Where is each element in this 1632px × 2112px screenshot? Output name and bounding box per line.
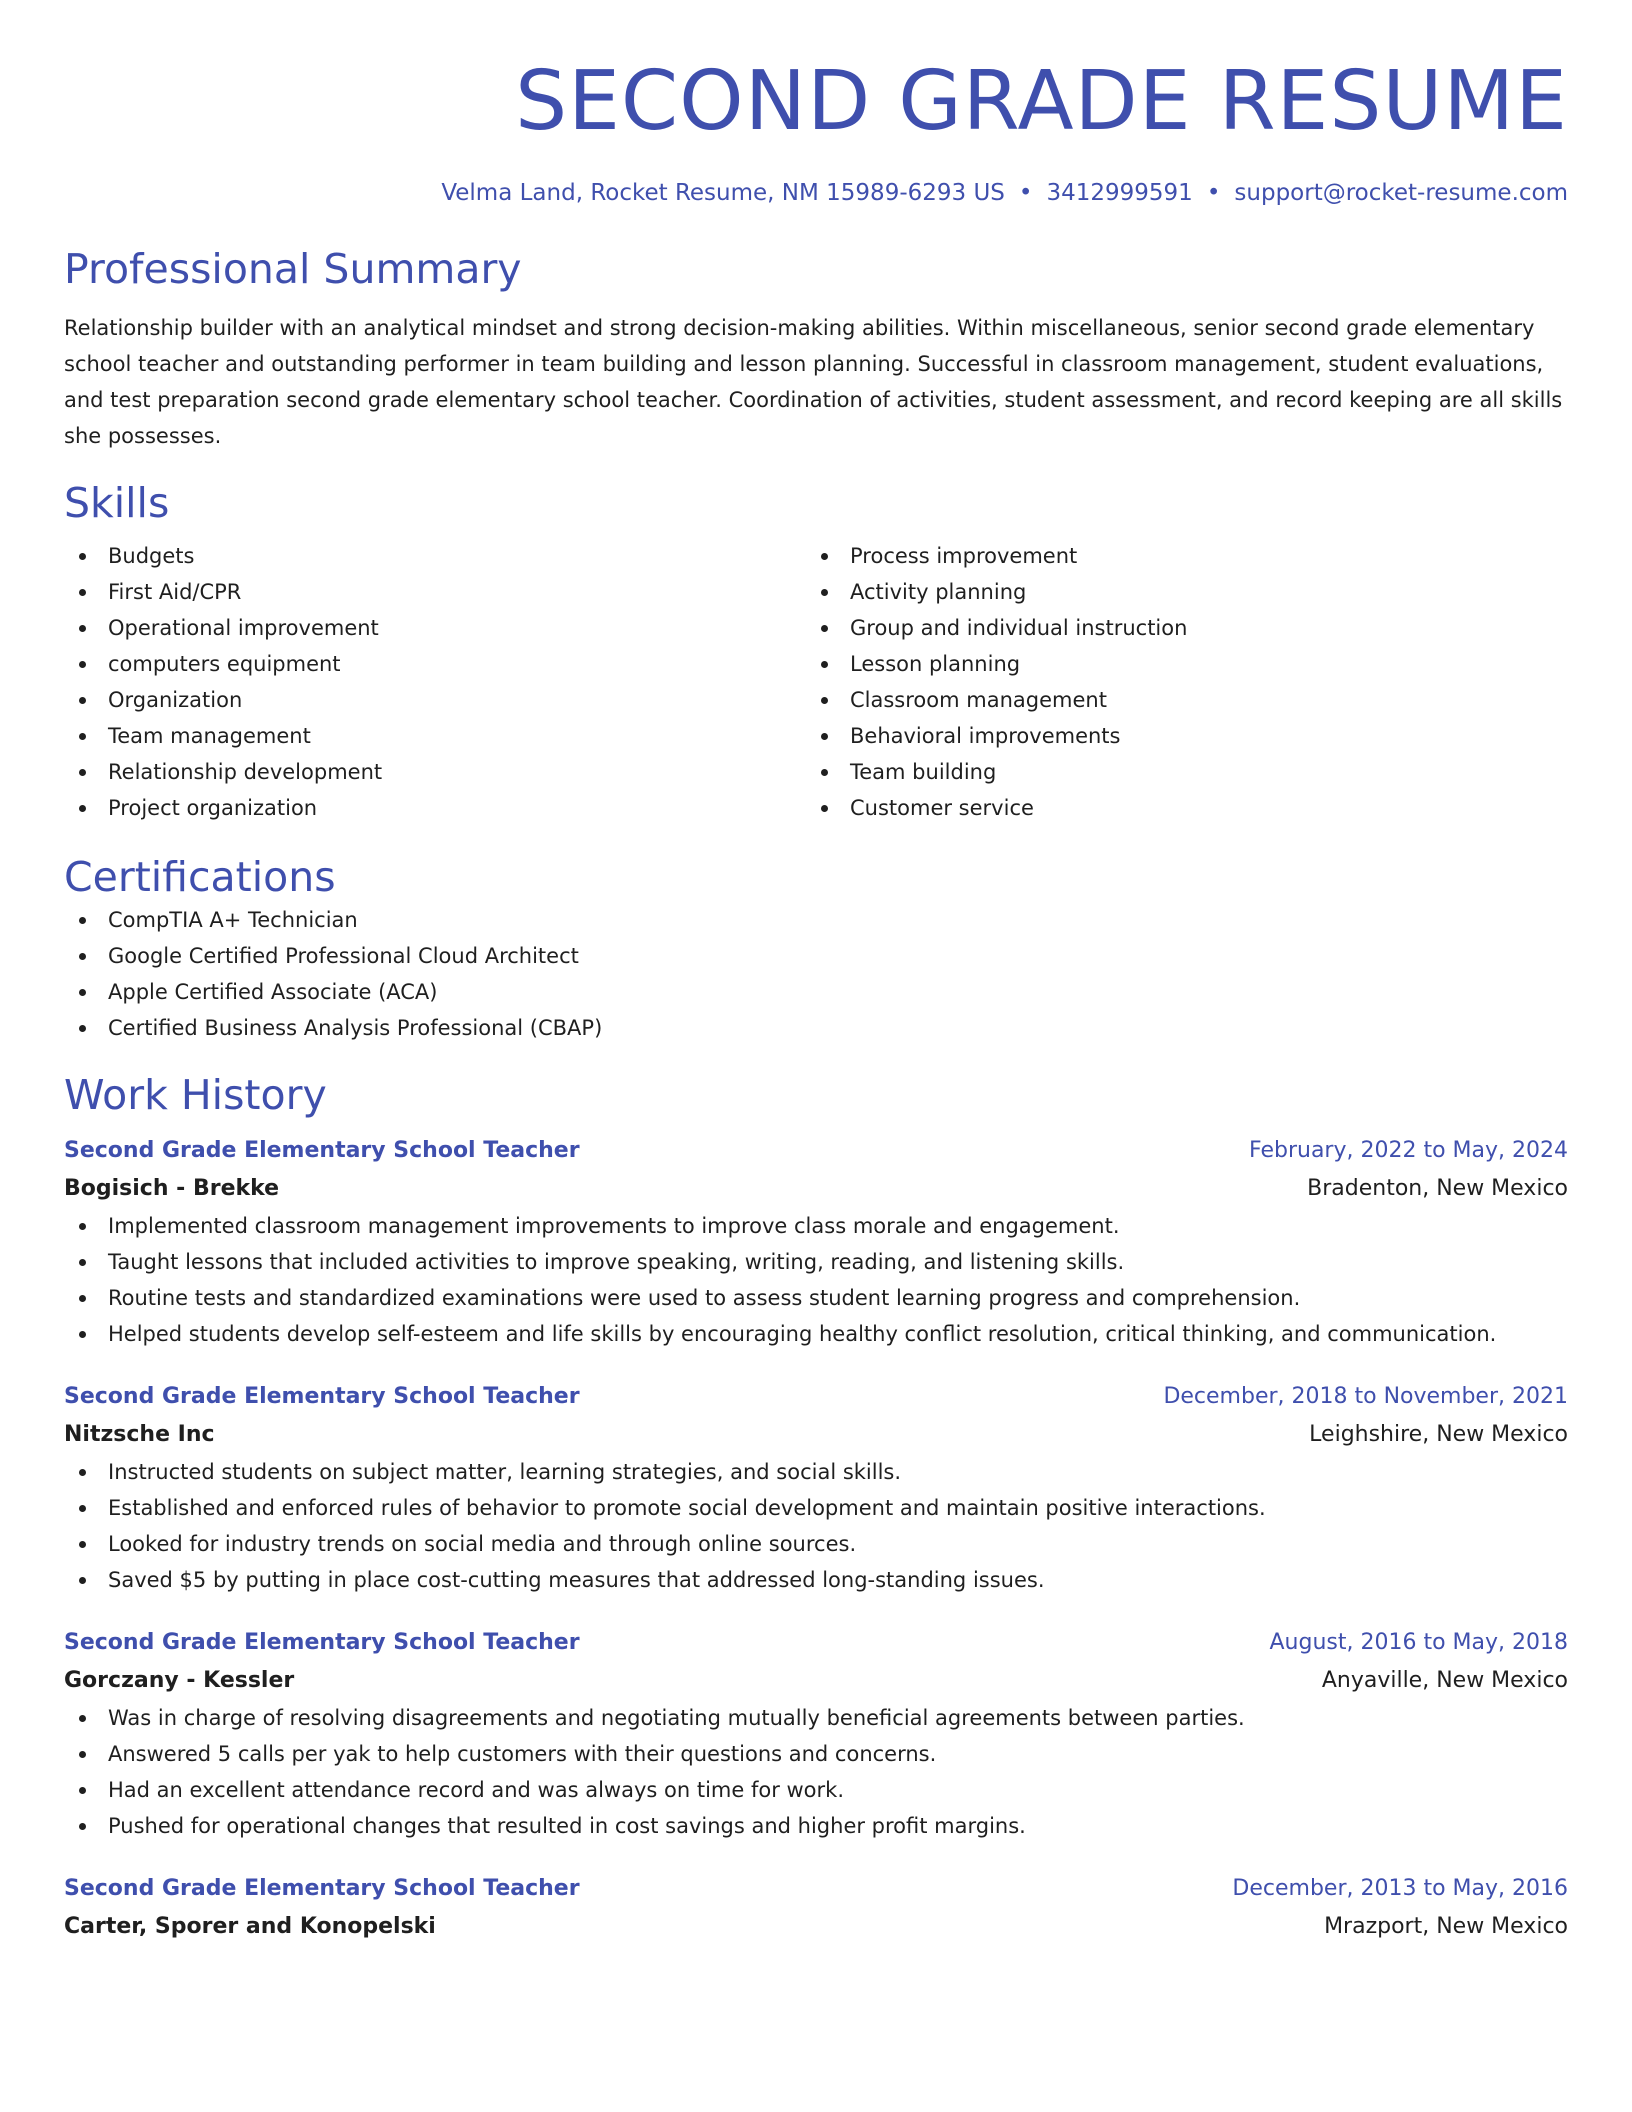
certifications-section — [64, 852, 1568, 1046]
job-header-row — [64, 1870, 1568, 1908]
skills-columns — [64, 538, 1568, 826]
job-header-row — [64, 1132, 1568, 1170]
job-dates: December, 2018 to November, 2021 — [1163, 1384, 1568, 1409]
job-location: Mrazport, New Mexico — [1324, 1914, 1568, 1939]
skills-list-left — [64, 538, 806, 826]
job-entry — [64, 1624, 1568, 1844]
summary-heading: Professional Summary — [64, 245, 522, 293]
job-location: Bradenton, New Mexico — [1307, 1176, 1568, 1201]
skill-item: Relationship development — [64, 754, 806, 790]
contact-email: support@rocket-resume.com — [1234, 180, 1568, 206]
job-bullet: Instructed students on subject matter, learning strategies, and social skills. — [64, 1454, 1568, 1490]
job-entry — [64, 1378, 1568, 1598]
job-employer-row — [64, 1416, 1568, 1454]
skills-column-right — [806, 538, 1548, 826]
skill-item: Team building — [806, 754, 1548, 790]
certification-item: CompTIA A+ Technician — [64, 902, 1568, 938]
job-bullet: Answered 5 calls per yak to help customers with their questions and concerns. — [64, 1736, 1568, 1772]
skill-item: computers equipment — [64, 646, 806, 682]
job-bullet: Was in charge of resolving disagreements and negotiating mutually beneficial agreements between parties. — [64, 1700, 1568, 1736]
skill-item: Lesson planning — [806, 646, 1548, 682]
job-entry — [64, 1870, 1568, 1946]
skill-item: Process improvement — [806, 538, 1548, 574]
contact-line — [64, 178, 1568, 208]
job-bullet: Implemented classroom management improvements to improve class morale and engagement. — [64, 1208, 1568, 1244]
job-header-row — [64, 1378, 1568, 1416]
job-company: Carter, Sporer and Konopelski — [64, 1914, 436, 1939]
job-employer-row — [64, 1662, 1568, 1700]
skill-item: Project organization — [64, 790, 806, 826]
job-bullet: Saved $5 by putting in place cost-cutting measures that addressed long-standing issues. — [64, 1562, 1568, 1598]
job-company: Nitzsche Inc — [64, 1422, 215, 1447]
job-bullets — [64, 1454, 1568, 1598]
job-bullet: Looked for industry trends on social media and through online sources. — [64, 1526, 1568, 1562]
skills-section — [64, 478, 1568, 826]
skills-column-left — [64, 538, 806, 826]
job-bullet: Routine tests and standardized examinations were used to assess student learning progress and comprehension. — [64, 1280, 1568, 1316]
work-history-section — [64, 1070, 1568, 1946]
contact-address: Velma Land, Rocket Resume, NM 15989-6293 US — [441, 180, 1005, 206]
skill-item: Operational improvement — [64, 610, 806, 646]
skill-item: Organization — [64, 682, 806, 718]
job-location: Anyaville, New Mexico — [1321, 1668, 1568, 1693]
job-bullet: Established and enforced rules of behavior to promote social development and maintain positive interactions. — [64, 1490, 1568, 1526]
job-title: Second Grade Elementary School Teacher — [64, 1876, 580, 1901]
job-bullets — [64, 1700, 1568, 1844]
contact-phone: 3412999591 — [1046, 180, 1193, 206]
summary-section — [64, 244, 1568, 454]
job-bullets — [64, 1208, 1568, 1352]
job-title: Second Grade Elementary School Teacher — [64, 1138, 580, 1163]
skill-item: Team management — [64, 718, 806, 754]
job-bullet: Taught lessons that included activities to improve speaking, writing, reading, and listening skills. — [64, 1244, 1568, 1280]
certification-item: Certified Business Analysis Professional (CBAP) — [64, 1010, 1568, 1046]
job-dates: August, 2016 to May, 2018 — [1269, 1630, 1568, 1655]
skill-item: Group and individual instruction — [806, 610, 1548, 646]
skill-item: Activity planning — [806, 574, 1548, 610]
skill-item: Behavioral improvements — [806, 718, 1548, 754]
job-header-row — [64, 1624, 1568, 1662]
skill-item: Budgets — [64, 538, 806, 574]
skills-list-right — [806, 538, 1548, 826]
certifications-list — [64, 902, 1568, 1046]
job-employer-row — [64, 1908, 1568, 1946]
job-bullet: Pushed for operational changes that resulted in cost savings and higher profit margins. — [64, 1808, 1568, 1844]
job-employer-row — [64, 1170, 1568, 1208]
certification-item: Google Certified Professional Cloud Architect — [64, 938, 1568, 974]
skills-heading: Skills — [64, 479, 170, 527]
job-title: Second Grade Elementary School Teacher — [64, 1384, 580, 1409]
job-bullet: Had an excellent attendance record and was always on time for work. — [64, 1772, 1568, 1808]
job-company: Bogisich - Brekke — [64, 1176, 280, 1201]
summary-text: Relationship builder with an analytical mindset and strong decision-making abilities. Within miscellaneous, senior second grade elementary school teacher and outstanding performer in team building and lesson planning. Successful in classroom management, student evaluations, and test preparation second grade elementary school teacher. Coordination of activities, student assessment, and record keeping are all skills she possesses. — [64, 316, 1563, 448]
job-bullet: Helped students develop self-esteem and life skills by encouraging healthy conflict resolution, critical thinking, and communication. — [64, 1316, 1568, 1352]
resume-page — [64, 0, 1568, 1946]
certification-item: Apple Certified Associate (ACA) — [64, 974, 1568, 1010]
job-entry — [64, 1132, 1568, 1352]
contact-separator: • — [1206, 180, 1221, 206]
resume-title: SECOND GRADE RESUME — [515, 54, 1568, 149]
job-title: Second Grade Elementary School Teacher — [64, 1630, 580, 1655]
job-dates: February, 2022 to May, 2024 — [1249, 1138, 1568, 1163]
skill-item: Classroom management — [806, 682, 1548, 718]
skill-item: Customer service — [806, 790, 1548, 826]
contact-separator: • — [1018, 180, 1033, 206]
job-dates: December, 2013 to May, 2016 — [1232, 1876, 1568, 1901]
job-company: Gorczany - Kessler — [64, 1668, 295, 1693]
job-location: Leighshire, New Mexico — [1309, 1422, 1568, 1447]
work-history-heading: Work History — [64, 1071, 327, 1119]
skill-item: First Aid/CPR — [64, 574, 806, 610]
certifications-heading: Certifications — [64, 853, 336, 901]
